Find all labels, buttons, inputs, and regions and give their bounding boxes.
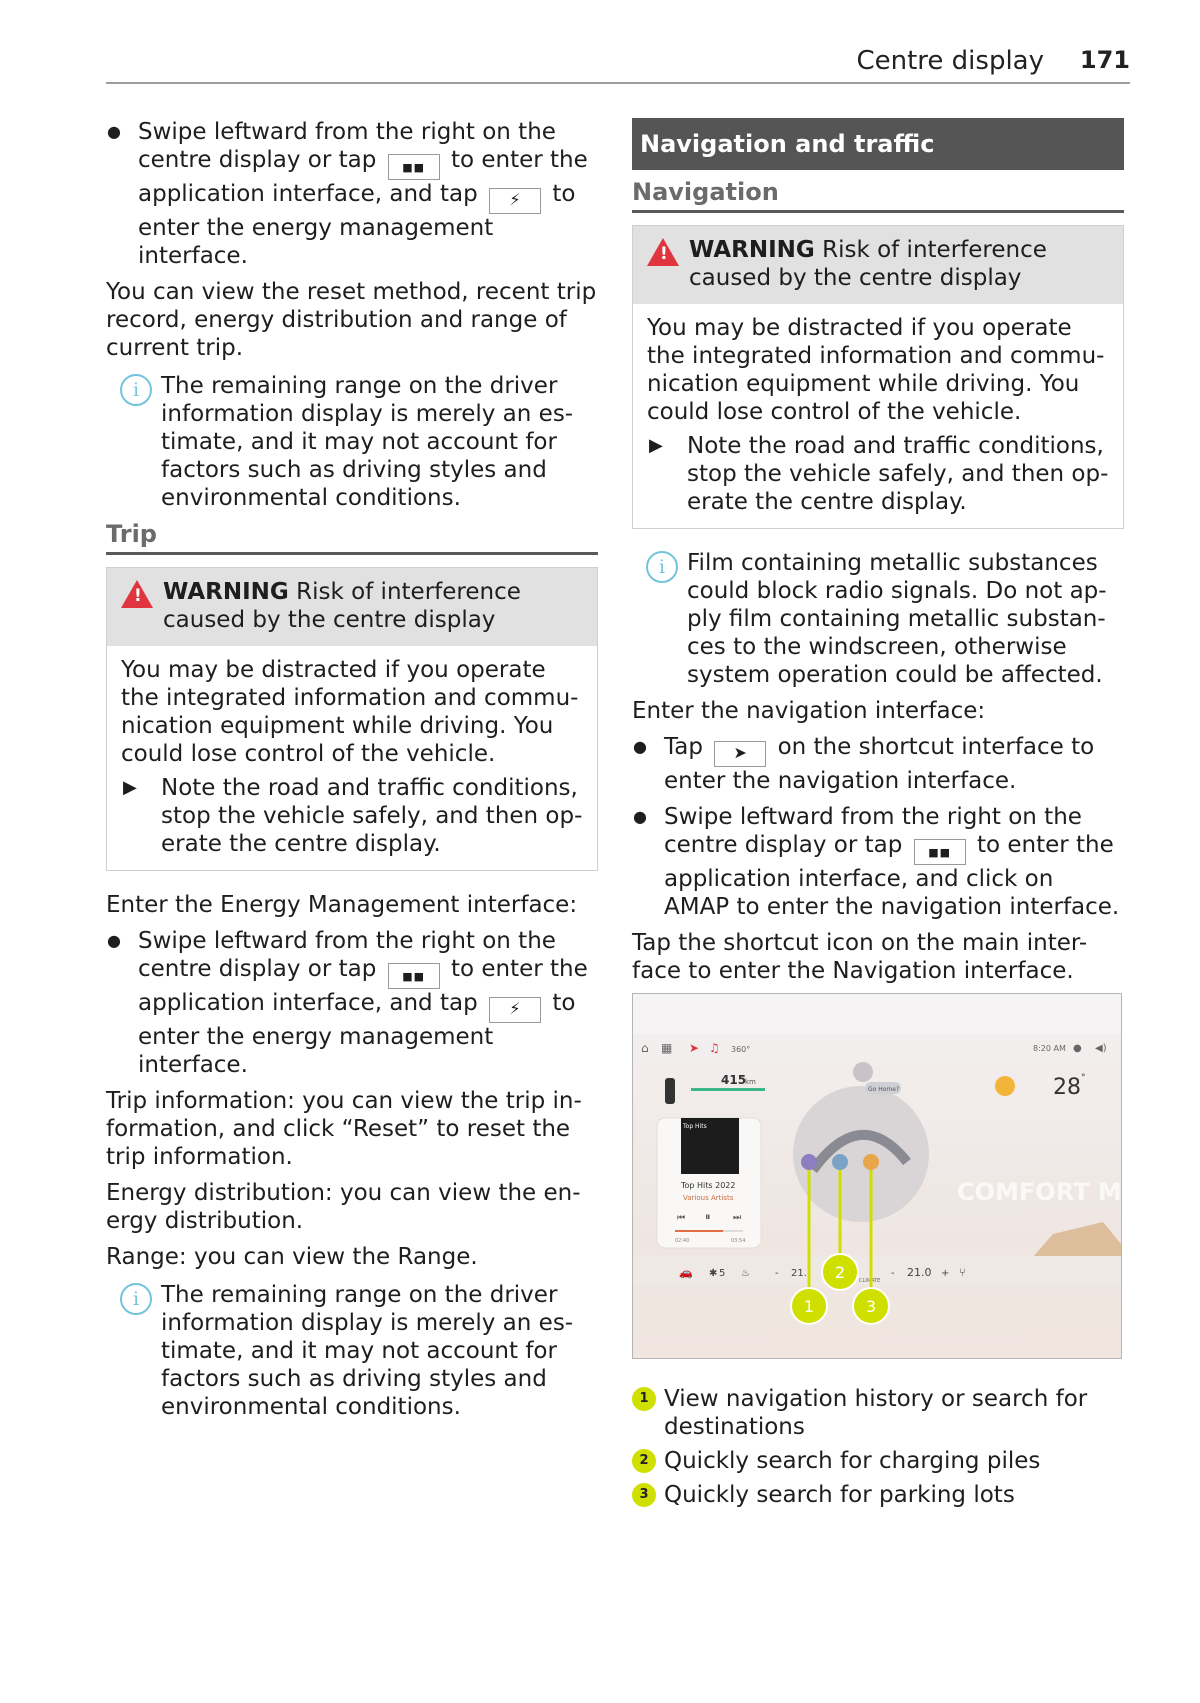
running-title: Centre display — [856, 46, 1044, 76]
warning-box-trip — [106, 567, 598, 871]
energy-bolt-icon: ⚡ — [489, 997, 541, 1023]
apps-icon: ▦ — [661, 1041, 673, 1055]
pause-icon: ⏸ — [705, 1210, 711, 1223]
charging-shortcut-icon — [832, 1154, 848, 1170]
callout-number-1: 1 — [803, 1297, 815, 1316]
apps-grid-icon — [388, 154, 440, 180]
track-title: Top Hits 2022 — [681, 1181, 736, 1190]
paragraph-trip-info: Trip information: you can view the trip in-formation, and click “Reset” to reset the trip information. — [106, 1088, 582, 1170]
info-note-film: i Film containing metallic substances could block radio signals. Do not ap-ply film containing metallic substan-ces to the windscreen, otherwise system operation could be affected. — [632, 549, 1124, 689]
fan-icon: ✱ — [709, 1268, 718, 1279]
info-note-range-2: i The remaining range on the driver information display is merely an es-timate, and it may not account for factors such as driving styles and environmental conditions. — [106, 1281, 598, 1421]
callout-number-3: 3 — [865, 1297, 877, 1316]
previous-icon: ⏮ — [677, 1213, 686, 1223]
seat-icon: ⑂ — [959, 1266, 966, 1279]
page-header — [106, 40, 1130, 84]
section-title-navigation-traffic: Navigation and traffic — [632, 118, 1124, 170]
album-label: Top Hits — [683, 1123, 707, 1130]
temp-right-plus: + — [941, 1268, 950, 1279]
next-icon: ⏭ — [733, 1213, 742, 1223]
energy-steps-bullet-1: ● Swipe leftward from the right on the centre display or tap ■■ to enter the application interface, and tap ⚡ to enter the energy management interface. — [106, 118, 598, 270]
warning-step: ▶ Note the road and traffic conditions, stop the vehicle safely, and then op-erate the centre display. — [647, 432, 1109, 516]
left-column — [106, 118, 598, 1429]
warning-box-navigation — [632, 225, 1124, 529]
temp-right-value: 21.0 — [907, 1266, 932, 1279]
legend-number-2: 2 — [632, 1449, 656, 1473]
energy-steps-bullet-2: ● Swipe leftward from the right on the centre display or tap ■■ to enter the application interface, and tap ⚡ to enter the energy management interface. — [106, 927, 598, 1079]
paragraph-shortcut-icon: Tap the shortcut icon on the main inter-face to enter the Navigation interface. — [632, 930, 1088, 984]
paragraph-range: Range: you can view the Range. — [106, 1244, 478, 1270]
energy-bolt-icon: ⚡ — [489, 188, 541, 214]
temp-left-value: 21. — [791, 1268, 807, 1279]
screen-top-band — [633, 994, 1121, 1034]
globe-illustration — [793, 1086, 929, 1222]
temp-left-minus: - — [775, 1268, 779, 1279]
legend-text-1: View navigation history or search for destinations — [664, 1386, 1088, 1440]
comfort-mode-label: COMFORT MODE — [957, 1178, 1179, 1206]
warning-header: ! WARNING Risk of interference caused by the centre display — [107, 568, 597, 646]
camera-360-icon: 360° — [731, 1045, 751, 1054]
legend-text-2: Quickly search for charging piles — [664, 1448, 1041, 1474]
page-number: 171 — [1079, 46, 1130, 74]
warning-body: You may be distracted if you operate the integrated information and commu-nication equipment while driving. You could lose control of the vehicle. ▶ Note the road and traffic conditions, stop the vehicle safely, and then op-erate the centre display. — [633, 304, 1123, 528]
info-icon: i — [120, 374, 152, 406]
warning-triangle-icon — [647, 238, 679, 266]
time-elapsed: 02:40 — [675, 1238, 690, 1244]
warning-header: ! WARNING Risk of interference caused by the centre display — [633, 226, 1123, 304]
trip-heading: Trip — [106, 520, 598, 555]
degree-symbol: ° — [1081, 1073, 1086, 1083]
car-settings-icon: 🚗 — [679, 1266, 693, 1279]
legend-item-1 — [632, 1385, 1124, 1441]
legend-number-3: 3 — [632, 1483, 656, 1507]
screen-illustration — [633, 994, 1179, 1358]
range-value: 415 — [721, 1073, 747, 1087]
climate-label: CLIMATE — [859, 1278, 881, 1284]
progress-fill — [675, 1230, 723, 1232]
navigation-heading: Navigation — [632, 178, 1124, 213]
warning-triangle-icon — [121, 580, 153, 608]
navigation-arrow-icon: ➤ — [714, 741, 766, 767]
callout-number-2: 2 — [834, 1263, 846, 1282]
temperature-value: 28 — [1053, 1075, 1081, 1100]
apps-grid-icon — [388, 963, 440, 989]
go-home-label: Go Home? — [868, 1086, 900, 1093]
navigation-bullet-2: ● Swipe leftward from the right on the centre display or tap ■■ to enter the application interface, and click on AMAP to enter the navigation interface. — [632, 803, 1124, 921]
callout-legend — [632, 1385, 1124, 1509]
paragraph-energy-distribution: Energy distribution: you can view the en-ergy distribution. — [106, 1180, 581, 1234]
profile-icon: ● — [1073, 1043, 1082, 1054]
music-icon: ♫ — [709, 1041, 720, 1055]
legend-item-3 — [632, 1481, 1124, 1509]
apps-grid-icon — [914, 839, 966, 865]
sun-icon — [995, 1076, 1015, 1096]
navigation-icon: ➤ — [689, 1041, 700, 1055]
nav-shortcut-icon — [801, 1154, 817, 1170]
right-column — [632, 118, 1179, 1515]
paragraph-enter-navigation: Enter the navigation interface: — [632, 698, 986, 724]
info-note-range: i The remaining range on the driver information display is merely an es-timate, and it may not account for factors such as driving styles and environmental conditions. — [106, 372, 598, 512]
tower-illustration — [853, 1062, 873, 1082]
status-time: 8:20 AM — [1033, 1044, 1066, 1053]
navigation-bullet-1: ● Tap ➤ on the shortcut interface to enter the navigation interface. — [632, 733, 1124, 795]
range-unit: km — [745, 1078, 756, 1086]
legend-text-3: Quickly search for parking lots — [664, 1482, 1015, 1508]
time-total: 03:54 — [731, 1238, 746, 1244]
centre-display-screenshot — [632, 993, 1179, 1359]
paragraph-enter-energy: Enter the Energy Management interface: — [106, 892, 578, 918]
fan-level: 5 — [719, 1268, 726, 1279]
car-icon — [665, 1078, 675, 1104]
legend-item-2 — [632, 1447, 1124, 1475]
paragraph-trip-overview: You can view the reset method, recent trip record, energy distribution and range of current trip. — [106, 279, 597, 361]
range-bar — [691, 1088, 765, 1091]
home-icon: ⌂ — [641, 1041, 649, 1055]
info-icon: i — [120, 1283, 152, 1315]
warning-body: You may be distracted if you operate the integrated information and commu-nication equipment while driving. You could lose control of the vehicle. ▶ Note the road and traffic conditions, stop the vehicle safely, and then op-erate the centre display. — [107, 646, 597, 870]
track-artist: Various Artists — [683, 1194, 734, 1202]
temp-right-minus: - — [891, 1268, 895, 1279]
warning-step: ▶ Note the road and traffic conditions, stop the vehicle safely, and then op-erate the centre display. — [121, 774, 583, 858]
parking-shortcut-icon — [863, 1154, 879, 1170]
legend-number-1: 1 — [632, 1387, 656, 1411]
volume-icon: ◀) — [1095, 1043, 1107, 1054]
info-icon: i — [646, 551, 678, 583]
seat-heat-icon: ♨ — [741, 1268, 750, 1279]
